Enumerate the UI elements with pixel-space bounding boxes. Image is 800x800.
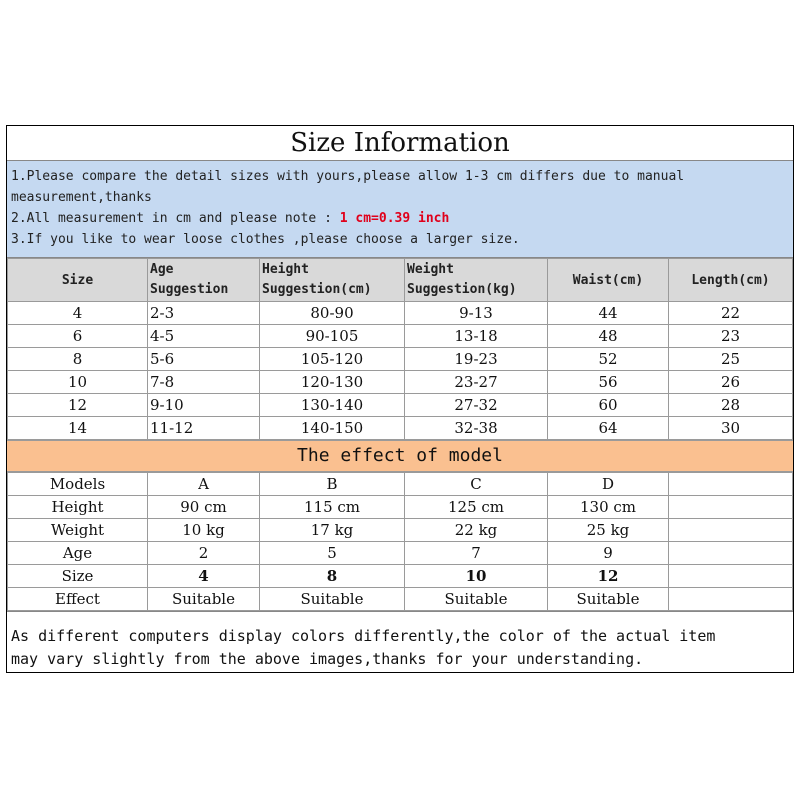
note-1: 1.Please compare the detail sizes with yours,please allow 1-3 cm differs due to manual measurement,thanks — [11, 169, 685, 205]
header-size: Size — [8, 259, 148, 302]
header-age: Age Suggestion — [148, 259, 260, 302]
header-length: Length(cm) — [669, 259, 793, 302]
model-row — [8, 588, 793, 611]
size-row — [8, 417, 793, 440]
size-cell-height: 140-150 — [260, 417, 405, 440]
size-cell-length: 26 — [669, 371, 793, 394]
model-cell-a: 2 — [148, 542, 260, 565]
model-cell-c: Suitable — [405, 588, 548, 611]
size-cell-size: 14 — [8, 417, 148, 440]
header-waist: Waist(cm) — [548, 259, 669, 302]
model-cell-a: 10 kg — [148, 519, 260, 542]
size-cell-weight: 27-32 — [405, 394, 548, 417]
model-cell-label: Effect — [8, 588, 148, 611]
model-row — [8, 542, 793, 565]
model-cell-c: 125 cm — [405, 496, 548, 519]
size-cell-waist: 64 — [548, 417, 669, 440]
note-3: 3.If you like to wear loose clothes ,please choose a larger size. — [11, 232, 520, 247]
model-cell-d: 130 cm — [548, 496, 669, 519]
model-cell-d: Suitable — [548, 588, 669, 611]
size-info-sheet — [6, 125, 794, 673]
size-cell-height: 130-140 — [260, 394, 405, 417]
model-row — [8, 496, 793, 519]
size-row — [8, 394, 793, 417]
model-cell-empty — [669, 496, 793, 519]
size-cell-waist: 56 — [548, 371, 669, 394]
model-cell-b: 115 cm — [260, 496, 405, 519]
model-cell-empty — [669, 588, 793, 611]
size-cell-age: 7-8 — [148, 371, 260, 394]
size-cell-waist: 52 — [548, 348, 669, 371]
size-cell-size: 4 — [8, 302, 148, 325]
size-cell-age: 2-3 — [148, 302, 260, 325]
size-cell-size: 8 — [8, 348, 148, 371]
size-cell-weight: 19-23 — [405, 348, 548, 371]
disclaimer-line-1: As different computers display colors differently,the color of the actual item — [11, 627, 716, 645]
model-cell-b: 17 kg — [260, 519, 405, 542]
model-cell-a: A — [148, 473, 260, 496]
model-cell-label: Height — [8, 496, 148, 519]
model-cell-empty — [669, 542, 793, 565]
size-cell-weight: 23-27 — [405, 371, 548, 394]
size-cell-age: 11-12 — [148, 417, 260, 440]
size-row — [8, 302, 793, 325]
model-cell-c: 10 — [405, 565, 548, 588]
size-cell-height: 105-120 — [260, 348, 405, 371]
size-cell-height: 90-105 — [260, 325, 405, 348]
size-table-header — [8, 259, 793, 302]
size-row — [8, 348, 793, 371]
size-cell-waist: 44 — [548, 302, 669, 325]
model-cell-a: 4 — [148, 565, 260, 588]
model-cell-b: 8 — [260, 565, 405, 588]
disclaimer-line-2: may vary slightly from the above images,thanks for your understanding. — [11, 650, 644, 668]
size-cell-waist: 60 — [548, 394, 669, 417]
size-cell-height: 120-130 — [260, 371, 405, 394]
model-cell-c: 7 — [405, 542, 548, 565]
header-height: Height Suggestion(cm) — [260, 259, 405, 302]
size-cell-length: 23 — [669, 325, 793, 348]
model-cell-b: 5 — [260, 542, 405, 565]
model-cell-d: 9 — [548, 542, 669, 565]
model-cell-d: 12 — [548, 565, 669, 588]
model-cell-b: B — [260, 473, 405, 496]
page-title: Size Information — [7, 126, 793, 161]
size-cell-height: 80-90 — [260, 302, 405, 325]
model-row — [8, 473, 793, 496]
model-cell-d: 25 kg — [548, 519, 669, 542]
disclaimer — [7, 611, 793, 671]
size-cell-size: 12 — [8, 394, 148, 417]
model-cell-c: 22 kg — [405, 519, 548, 542]
model-row — [8, 519, 793, 542]
size-cell-length: 28 — [669, 394, 793, 417]
model-cell-empty — [669, 473, 793, 496]
size-table — [7, 258, 793, 440]
size-cell-age: 4-5 — [148, 325, 260, 348]
model-cell-a: Suitable — [148, 588, 260, 611]
size-cell-waist: 48 — [548, 325, 669, 348]
model-cell-label: Weight — [8, 519, 148, 542]
model-cell-label: Models — [8, 473, 148, 496]
size-cell-length: 25 — [669, 348, 793, 371]
model-cell-label: Age — [8, 542, 148, 565]
notes-panel — [7, 161, 793, 258]
size-cell-age: 9-10 — [148, 394, 260, 417]
size-cell-weight: 32-38 — [405, 417, 548, 440]
header-weight: Weight Suggestion(kg) — [405, 259, 548, 302]
model-cell-c: C — [405, 473, 548, 496]
model-table — [7, 472, 793, 611]
model-cell-a: 90 cm — [148, 496, 260, 519]
size-cell-weight: 9-13 — [405, 302, 548, 325]
note-2-highlight: 1 cm=0.39 inch — [339, 211, 450, 226]
size-row — [8, 325, 793, 348]
model-section-title: The effect of model — [7, 440, 793, 472]
model-cell-label: Size — [8, 565, 148, 588]
model-cell-b: Suitable — [260, 588, 405, 611]
model-row — [8, 565, 793, 588]
size-cell-length: 22 — [669, 302, 793, 325]
size-cell-size: 10 — [8, 371, 148, 394]
note-2-text: 2.All measurement in cm and please note : — [11, 211, 340, 226]
size-cell-weight: 13-18 — [405, 325, 548, 348]
model-cell-empty — [669, 565, 793, 588]
size-cell-length: 30 — [669, 417, 793, 440]
size-cell-age: 5-6 — [148, 348, 260, 371]
model-cell-d: D — [548, 473, 669, 496]
note-2 — [11, 208, 789, 229]
model-cell-empty — [669, 519, 793, 542]
size-row — [8, 371, 793, 394]
size-cell-size: 6 — [8, 325, 148, 348]
